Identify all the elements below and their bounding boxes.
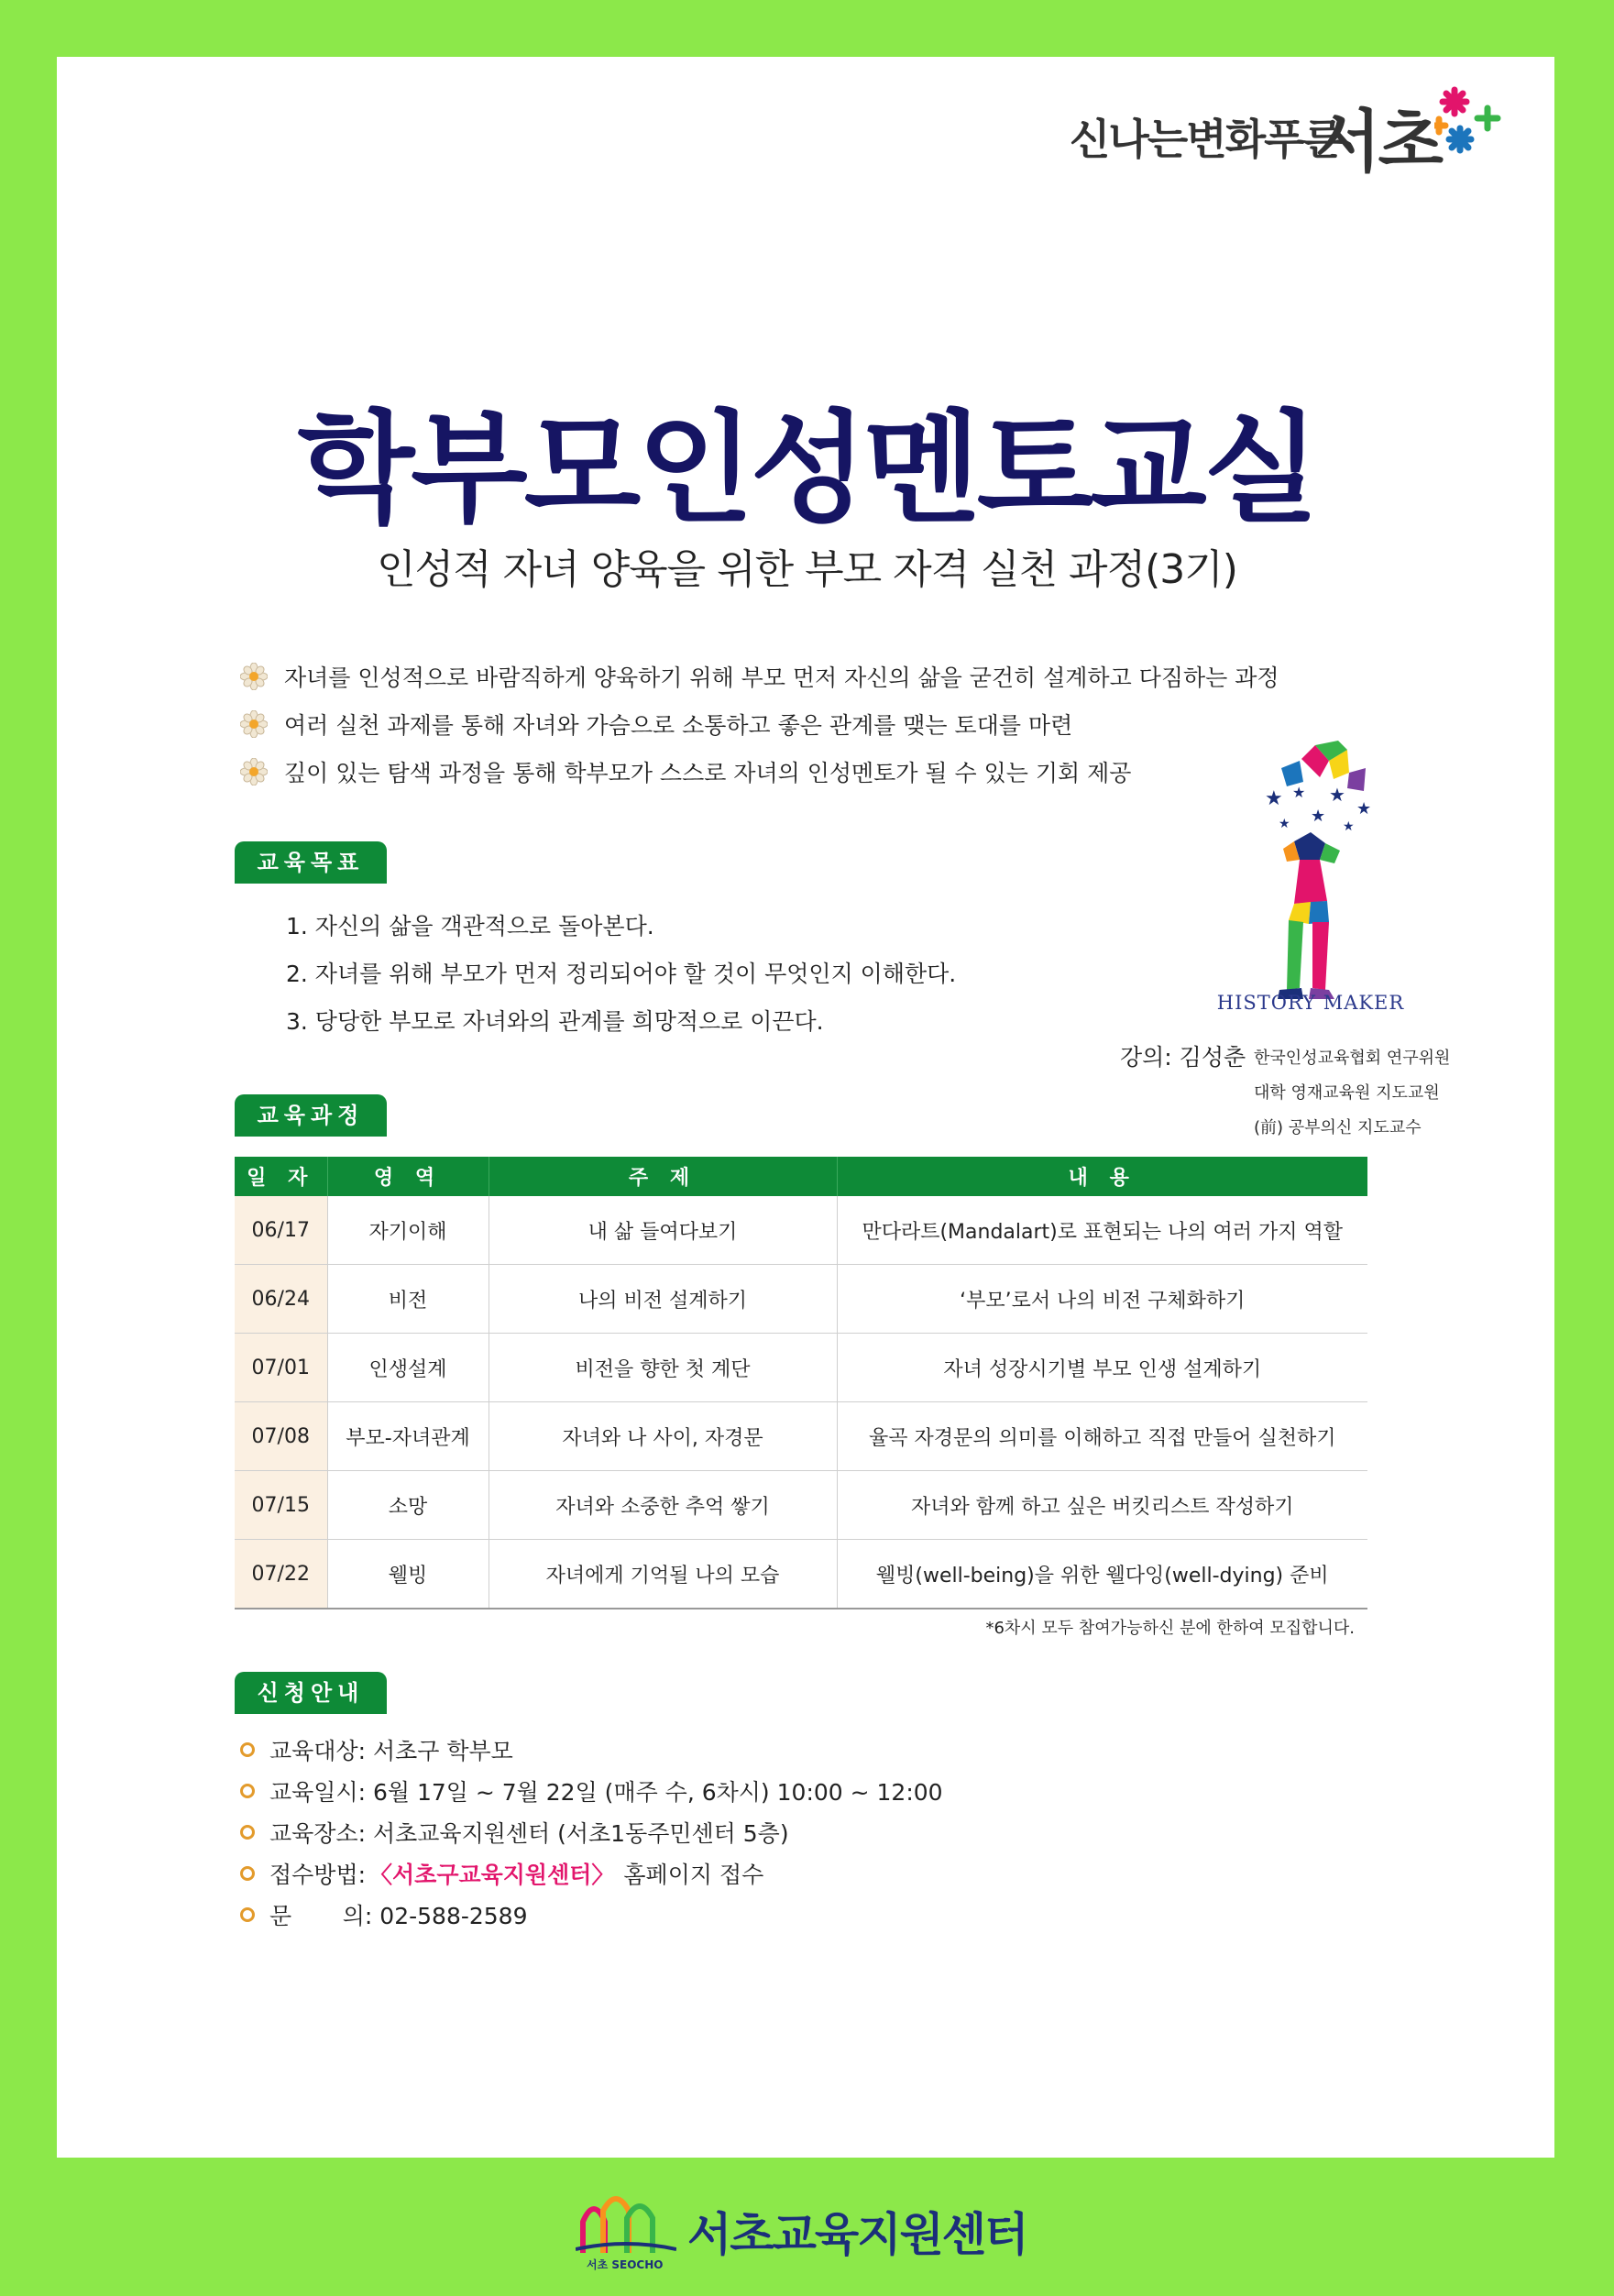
apply-text: 교육일시: 6월 17일 ~ 7월 22일 (매주 수, 6차시) 10:00 ~ 12:00: [269, 1778, 943, 1806]
history-maker-label: HISTORY MAKER: [1216, 992, 1405, 1014]
cell-topic: 자녀에게 기억될 나의 모습: [489, 1540, 837, 1609]
apply-item-target: [240, 1729, 943, 1770]
goal-item: 3. 당당한 부모로 자녀와의 관계를 희망적으로 이끈다.: [286, 1008, 824, 1035]
svg-text:★: ★: [1356, 799, 1372, 818]
cell-area: 소망: [327, 1471, 489, 1540]
cell-topic: 나의 비전 설계하기: [489, 1265, 837, 1334]
cell-date: 07/08: [235, 1402, 327, 1471]
apply-item-contact: [240, 1894, 943, 1935]
table-row: [235, 1196, 1367, 1265]
cell-date: 07/22: [235, 1540, 327, 1609]
apply-item-method: [240, 1852, 943, 1894]
column-header-content: 내 용: [837, 1157, 1367, 1196]
apply-item-schedule: [240, 1770, 943, 1811]
table-row: [235, 1265, 1367, 1334]
cell-area: 인생설계: [327, 1334, 489, 1402]
svg-text:★: ★: [1311, 807, 1326, 826]
org-name: 서초교육지원센터: [687, 2208, 1027, 2261]
apply-text: 교육대상: 서초구 학부모: [269, 1737, 513, 1764]
apply-text: 문 의: 02-588-2589: [269, 1902, 528, 1929]
page-subtitle: 인성적 자녀 양육을 위한 부모 자격 실천 과정(3기): [377, 546, 1237, 593]
apply-text: 홈페이지 접수: [623, 1861, 764, 1888]
svg-text:★: ★: [1265, 787, 1283, 810]
goals-list: [286, 903, 956, 1046]
slogan-small-text: 신나는변화푸른: [1070, 115, 1343, 164]
table-row: [235, 1471, 1367, 1540]
column-header-area: 영 역: [327, 1157, 489, 1196]
svg-text:★: ★: [1343, 819, 1355, 834]
intro-item: [240, 653, 1294, 700]
circle-bullet-icon: [240, 1907, 255, 1922]
lecturer-roles: [1254, 1041, 1492, 1146]
slogan-big-text: 서초: [1315, 103, 1441, 181]
lecturer-role: 대학 영재교육원 지도교원: [1254, 1083, 1440, 1103]
cell-date: 06/17: [235, 1196, 327, 1265]
intro-list: [240, 653, 1294, 796]
lecturer-role: (前) 공부의신 지도교수: [1254, 1118, 1422, 1137]
intro-item: [240, 748, 1294, 796]
cell-topic: 내 삶 들여다보기: [489, 1196, 837, 1265]
svg-text:★: ★: [1329, 784, 1345, 806]
intro-text: 자녀를 인성적으로 바람직하게 양육하기 위해 부모 먼저 자신의 삶을 굳건히 설계하고 다짐하는 과정: [284, 665, 1279, 691]
svg-text:★: ★: [1279, 817, 1290, 831]
cell-topic: 자녀와 나 사이, 자경문: [489, 1402, 837, 1471]
sparkle-stars-icon: [1434, 82, 1508, 165]
cell-area: 부모-자녀관계: [327, 1402, 489, 1471]
cell-area: 자기이해: [327, 1196, 489, 1265]
goal-item: 2. 자녀를 위해 부모가 먼저 정리되어야 할 것이 무엇인지 이해한다.: [286, 961, 957, 987]
logo-caption: 서초 SEOCHO: [587, 2258, 664, 2271]
seocho-mountain-logo-icon: [576, 2191, 676, 2257]
cell-content: 자녀와 함께 하고 싶은 버킷리스트 작성하기: [837, 1471, 1367, 1540]
goal-item: 1. 자신의 삶을 객관적으로 돌아본다.: [286, 913, 654, 939]
intro-text: 여러 실천 과제를 통해 자녀와 가슴으로 소통하고 좋은 관계를 맺는 토대를 마련: [284, 712, 1073, 739]
curriculum-table: [235, 1157, 1367, 1609]
table-row: [235, 1402, 1367, 1471]
svg-text:★: ★: [1292, 784, 1306, 801]
apply-text: 접수방법:: [269, 1861, 367, 1888]
cell-area: 비전: [327, 1265, 489, 1334]
cell-content: ‘부모’로서 나의 비전 구체화하기: [837, 1265, 1367, 1334]
cell-content: 만다라트(Mandalart)로 표현되는 나의 여러 가지 역할: [837, 1196, 1367, 1265]
circle-bullet-icon: [240, 1825, 255, 1840]
cell-date: 07/01: [235, 1334, 327, 1402]
goals-section-label: 교육목표: [235, 841, 387, 884]
column-header-date: 일 자: [235, 1157, 327, 1196]
history-maker-figure-icon: [1191, 741, 1430, 1016]
table-header-row: [235, 1157, 1367, 1196]
apply-list: [240, 1729, 943, 1935]
flower-bullet-icon: [240, 663, 268, 690]
cell-topic: 비전을 향한 첫 계단: [489, 1334, 837, 1402]
footer: [0, 2158, 1614, 2296]
cell-date: 06/24: [235, 1265, 327, 1334]
table-row: [235, 1334, 1367, 1402]
cell-content: 율곡 자경문의 의미를 이해하고 직접 만들어 실천하기: [837, 1402, 1367, 1471]
lecturer-name: 강의: 김성춘: [1120, 1044, 1246, 1071]
cell-content: 자녀 성장시기별 부모 인생 설계하기: [837, 1334, 1367, 1402]
slogan-logo: [1013, 82, 1508, 183]
cell-area: 웰빙: [327, 1540, 489, 1609]
cell-date: 07/15: [235, 1471, 327, 1540]
apply-section-label: 신청안내: [235, 1672, 387, 1714]
apply-item-place: [240, 1811, 943, 1852]
column-header-topic: 주 제: [489, 1157, 837, 1196]
flower-bullet-icon: [240, 710, 268, 738]
curriculum-note: *6차시 모두 참여가능하신 분에 한하여 모집합니다.: [985, 1619, 1355, 1638]
page-title: 학부모인성멘토교실: [297, 399, 1317, 540]
lecturer-role: 한국인성교육협회 연구위원: [1254, 1049, 1451, 1068]
circle-bullet-icon: [240, 1784, 255, 1798]
homepage-link[interactable]: 〈서초구교육지원센터〉: [369, 1861, 615, 1888]
cell-content: 웰빙(well-being)을 위한 웰다잉(well-dying) 준비: [837, 1540, 1367, 1609]
table-row: [235, 1540, 1367, 1609]
flower-bullet-icon: [240, 758, 268, 785]
circle-bullet-icon: [240, 1866, 255, 1881]
cell-topic: 자녀와 소중한 추억 쌓기: [489, 1471, 837, 1540]
intro-text: 깊이 있는 탐색 과정을 통해 학부모가 스스로 자녀의 인성멘토가 될 수 있는 기회 제공: [284, 760, 1132, 786]
curriculum-section-label: 교육과정: [235, 1094, 387, 1137]
apply-text: 교육장소: 서초교육지원센터 (서초1동주민센터 5층): [269, 1819, 789, 1847]
circle-bullet-icon: [240, 1742, 255, 1757]
intro-item: [240, 700, 1294, 748]
